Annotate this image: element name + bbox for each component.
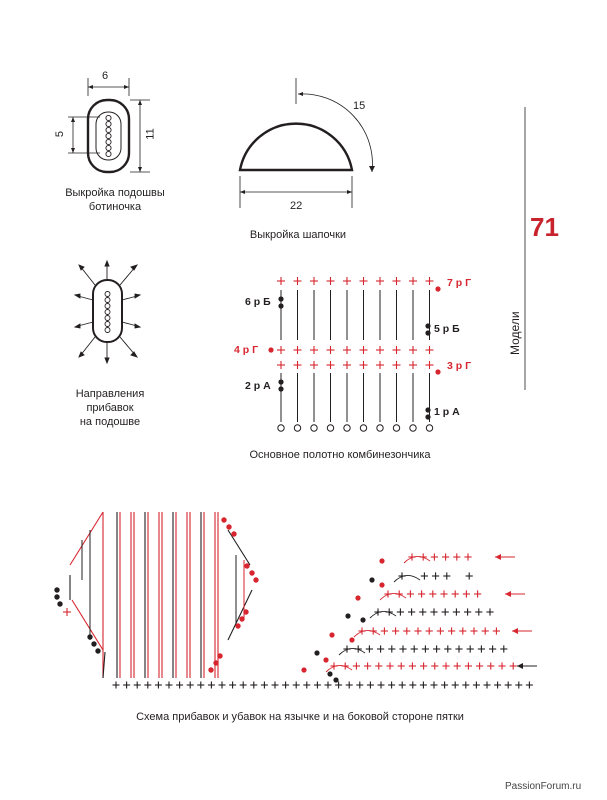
- plus-stitch: [452, 590, 459, 597]
- turning-chain-dot: [244, 563, 249, 568]
- edge-stitch: [228, 590, 252, 640]
- plus-stitch: [486, 608, 493, 615]
- bottom-chart-caption: Схема прибавок и убавок на язычке и на боковой стороне пятки: [136, 711, 464, 723]
- plus-stitch: [442, 662, 449, 669]
- plus-stitch: [448, 627, 455, 634]
- plus-stitch: [464, 608, 471, 615]
- turning-chain-dot: [360, 617, 365, 622]
- turning-chain-dot: [355, 595, 360, 600]
- plus-stitch: [431, 682, 438, 689]
- turning-chain-dot: [349, 637, 354, 642]
- plus-stitch: [443, 572, 450, 579]
- plus-stitch: [426, 627, 433, 634]
- turning-chain-dot: [327, 671, 332, 676]
- plus-stitch: [293, 682, 300, 689]
- cap-caption: Выкройка шапочки: [249, 229, 347, 241]
- plus-stitch: [467, 645, 474, 652]
- plus-stitch: [419, 608, 426, 615]
- plus-stitch: [408, 608, 415, 615]
- turning-chain-dot: [213, 660, 218, 665]
- plus-stitch: [494, 682, 501, 689]
- plus-stitch: [475, 608, 482, 615]
- plus-stitch: [197, 682, 204, 689]
- plus-stitch: [366, 645, 373, 652]
- turning-chain-dot: [329, 632, 334, 637]
- turning-chain-dot: [235, 623, 240, 628]
- plus-stitch: [465, 662, 472, 669]
- plus-stitch: [219, 682, 226, 689]
- plus-stitch: [134, 682, 141, 689]
- row-label-5: 5 р Б: [434, 323, 460, 335]
- watermark: PassionForum.ru: [505, 781, 582, 792]
- plus-stitch: [420, 662, 427, 669]
- turning-chain-dot: [239, 616, 244, 621]
- plus-stitch: [459, 627, 466, 634]
- plus-stitch: [453, 553, 460, 560]
- turning-chain-dot: [217, 653, 222, 658]
- turning-chain-dot: [87, 634, 92, 639]
- plus-stitch: [505, 682, 512, 689]
- row-arrow-head: [495, 554, 501, 560]
- plus-stitch: [515, 682, 522, 689]
- plus-stitch: [422, 645, 429, 652]
- increase-arc: [394, 575, 420, 582]
- turning-chain-dot: [379, 582, 384, 587]
- plus-stitch: [442, 608, 449, 615]
- row-label-6: 6 р Б: [245, 296, 271, 308]
- plus-stitch: [453, 608, 460, 615]
- plus-stitch: [464, 553, 471, 560]
- plus-stitch: [442, 553, 449, 560]
- plus-stitch: [466, 572, 473, 579]
- plus-stitch: [314, 682, 321, 689]
- turning-chain-dot: [221, 517, 226, 522]
- turning-chain-dot: [243, 609, 248, 614]
- row-arrow-head: [517, 663, 523, 669]
- plus-stitch: [441, 682, 448, 689]
- plus-stitch: [63, 608, 71, 616]
- plus-stitch: [474, 590, 481, 597]
- plus-stitch: [432, 572, 439, 579]
- plus-stitch: [409, 682, 416, 689]
- plus-stitch: [367, 682, 374, 689]
- row-label-3: 3 р Г: [447, 360, 472, 372]
- plus-stitch: [403, 627, 410, 634]
- row-label-7: 7 р Г: [447, 277, 472, 289]
- turning-chain-dot: [323, 657, 328, 662]
- plus-stitch: [261, 682, 268, 689]
- section-title: Модели: [508, 311, 522, 355]
- plus-stitch: [364, 662, 371, 669]
- turning-chain-dot: [208, 667, 213, 672]
- plus-stitch: [430, 608, 437, 615]
- plus-stitch: [476, 662, 483, 669]
- plus-stitch: [431, 662, 438, 669]
- plus-stitch: [437, 627, 444, 634]
- plus-stitch: [303, 682, 310, 689]
- edge-stitch: [72, 600, 103, 650]
- row-arrow-head: [512, 628, 518, 634]
- cap-base-value: 22: [290, 200, 303, 212]
- plus-stitch: [272, 682, 279, 689]
- plus-stitch: [123, 682, 130, 689]
- plus-stitch: [399, 682, 406, 689]
- plus-stitch: [411, 645, 418, 652]
- plus-stitch: [414, 627, 421, 634]
- plus-stitch: [526, 682, 533, 689]
- turning-chain-dot: [301, 667, 306, 672]
- page-number: 71: [530, 212, 559, 242]
- plus-stitch: [176, 682, 183, 689]
- row-label-4: 4 р Г: [234, 344, 259, 356]
- plus-stitch: [462, 682, 469, 689]
- sole-inner-value: 5: [54, 130, 67, 138]
- plus-stitch: [187, 682, 194, 689]
- plus-stitch: [452, 682, 459, 689]
- sole-width-value: 6: [102, 70, 109, 82]
- plus-stitch: [386, 662, 393, 669]
- plus-stitch: [454, 662, 461, 669]
- plus-stitch: [493, 627, 500, 634]
- plus-stitch: [388, 645, 395, 652]
- plus-stitch: [440, 590, 447, 597]
- cap-arc-value: 15: [353, 100, 366, 112]
- plus-stitch: [346, 682, 353, 689]
- plus-stitch: [144, 682, 151, 689]
- plus-stitch: [420, 682, 427, 689]
- row-label-1: 1 р А: [434, 406, 460, 418]
- plus-stitch: [208, 682, 215, 689]
- plus-stitch: [421, 572, 428, 579]
- plus-stitch: [377, 645, 384, 652]
- turning-chain-dot: [345, 613, 350, 618]
- turning-chain-dot: [57, 601, 62, 606]
- plus-stitch: [397, 608, 404, 615]
- plus-stitch: [487, 662, 494, 669]
- plus-stitch: [473, 682, 480, 689]
- sole-caption: Выкройка подошвы ботиночка: [65, 187, 165, 213]
- plus-stitch: [510, 662, 517, 669]
- plus-stitch: [325, 682, 332, 689]
- plus-stitch: [470, 627, 477, 634]
- plus-stitch: [240, 682, 247, 689]
- plus-stitch: [431, 553, 438, 560]
- plus-stitch: [250, 682, 257, 689]
- edge-stitch: [70, 512, 103, 565]
- plus-stitch: [418, 590, 425, 597]
- turning-chain-dot: [369, 577, 374, 582]
- plus-stitch: [378, 682, 385, 689]
- plus-stitch: [356, 682, 363, 689]
- plus-stitch: [381, 627, 388, 634]
- turning-chain-dot: [226, 524, 231, 529]
- plus-stitch: [282, 682, 289, 689]
- plus-stitch: [392, 627, 399, 634]
- turning-chain-dot: [253, 577, 258, 582]
- edge-stitch: [228, 530, 250, 565]
- turning-chain-dot: [249, 570, 254, 575]
- plus-stitch: [482, 627, 489, 634]
- plus-stitch: [489, 645, 496, 652]
- turning-chain-dot: [91, 641, 96, 646]
- turning-chain-dot: [379, 558, 384, 563]
- plus-stitch: [388, 682, 395, 689]
- plus-stitch: [455, 645, 462, 652]
- plus-stitch: [444, 645, 451, 652]
- plus-stitch: [463, 590, 470, 597]
- directions-caption: Направления прибавок на подошве: [75, 388, 145, 428]
- plus-stitch: [398, 662, 405, 669]
- plus-stitch: [229, 682, 236, 689]
- plus-stitch: [407, 590, 414, 597]
- turning-chain-dot: [54, 594, 59, 599]
- row-label-2: 2 р А: [245, 380, 271, 392]
- row-arrow-head: [505, 591, 511, 597]
- plus-stitch: [478, 645, 485, 652]
- plus-stitch: [166, 682, 173, 689]
- plus-stitch: [399, 645, 406, 652]
- plus-stitch: [375, 662, 382, 669]
- plus-stitch: [500, 645, 507, 652]
- body-chart-caption: Основное полотно комбинезончика: [249, 449, 431, 461]
- turning-chain-dot: [231, 531, 236, 536]
- turning-chain-dot: [54, 587, 59, 592]
- turning-chain-dot: [333, 677, 338, 682]
- plus-stitch: [433, 645, 440, 652]
- plus-stitch: [498, 662, 505, 669]
- plus-stitch: [155, 682, 162, 689]
- plus-stitch: [484, 682, 491, 689]
- turning-chain-dot: [95, 648, 100, 653]
- plus-stitch: [409, 662, 416, 669]
- plus-stitch: [353, 662, 360, 669]
- plus-stitch: [113, 682, 120, 689]
- sole-height-value: 11: [144, 128, 157, 140]
- turning-chain-dot: [314, 650, 319, 655]
- plus-stitch: [429, 590, 436, 597]
